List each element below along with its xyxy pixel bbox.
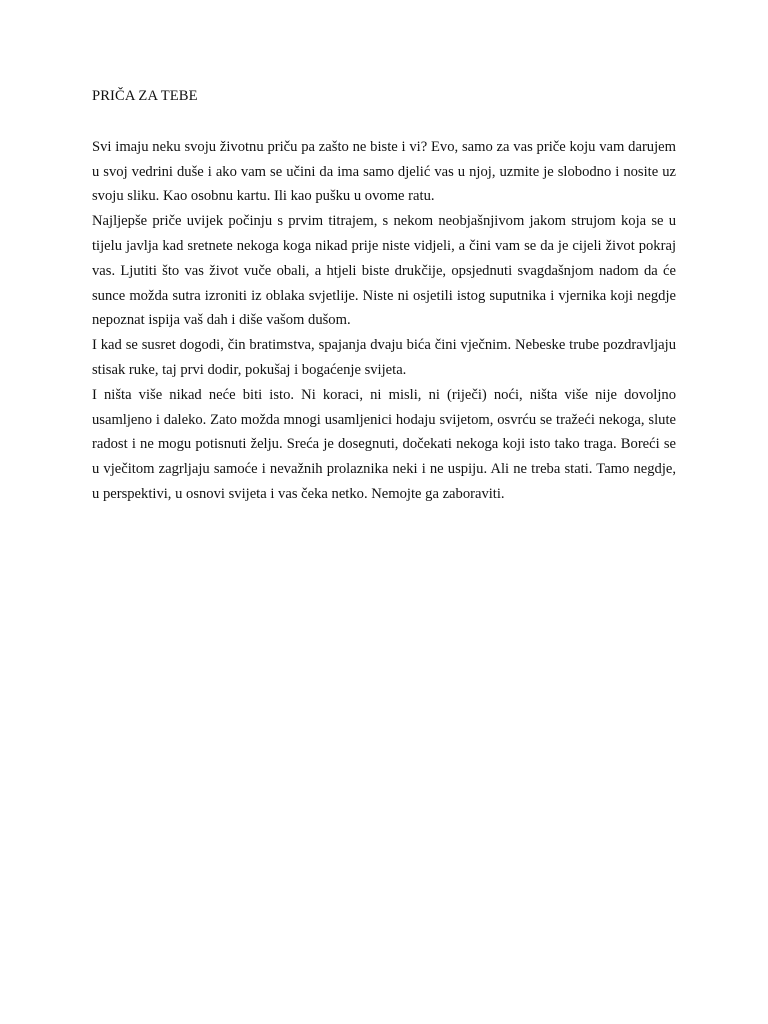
- paragraph-4: I ništa više nikad neće biti isto. Ni koraci, ni misli, ni (riječi) noći, ništa više nije dovoljno usamljeno i daleko. Zato možda mnogi usamljenici hodaju svijetom, osvrću se tražeći nekoga, slute radost i ne mogu potisnuti želju. Sreća je dosegnuti, dočekati nekoga koji isto tako traga. Boreći se u vječitom zagrljaju samoće i nevažnih prolaznika neki i ne uspiju. Ali ne treba stati. Tamo negdje, u perspektivi, u osnovi svijeta i vas čeka netko. Nemojte ga zaboraviti.: [92, 386, 676, 502]
- document-title: PRIČA ZA TEBE: [92, 88, 198, 104]
- document-body: [92, 84, 676, 507]
- paragraph-3: I kad se susret dogodi, čin bratimstva, spajanja dvaju bića čini vječnim. Nebeske trube pozdravljaju stisak ruke, taj prvi dodir, pokušaj i bogaćenje svijeta.: [92, 337, 676, 378]
- paragraph-1: Svi imaju neku svoju životnu priču pa zašto ne biste i vi? Evo, samo za vas priče koju vam darujem u svoj vedrini duše i ako vam se učini da ima samo djelić vas u njoj, uzmite je slobodno i nosite uz svoju sliku. Kao osobnu kartu. Ili kao pušku u ovome ratu.: [92, 138, 676, 205]
- paragraph-2: Najljepše priče uvijek počinju s prvim titrajem, s nekom neobjašnjivom jakom strujom koja se u tijelu javlja kad sretnete nekoga koga nikad prije niste vidjeli, a čini vam se da je cijeli život pokraj vas. Ljutiti što vas život vuče obali, a htjeli biste drukčije, opsjednuti svagdašnjom nadom da će sunce možda sutra izroniti iz oblaka svjetlije. Niste ni osjetili istog suputnika i vjernika koji negdje nepoznat ispija vaš dah i diše vašom dušom.: [92, 213, 676, 329]
